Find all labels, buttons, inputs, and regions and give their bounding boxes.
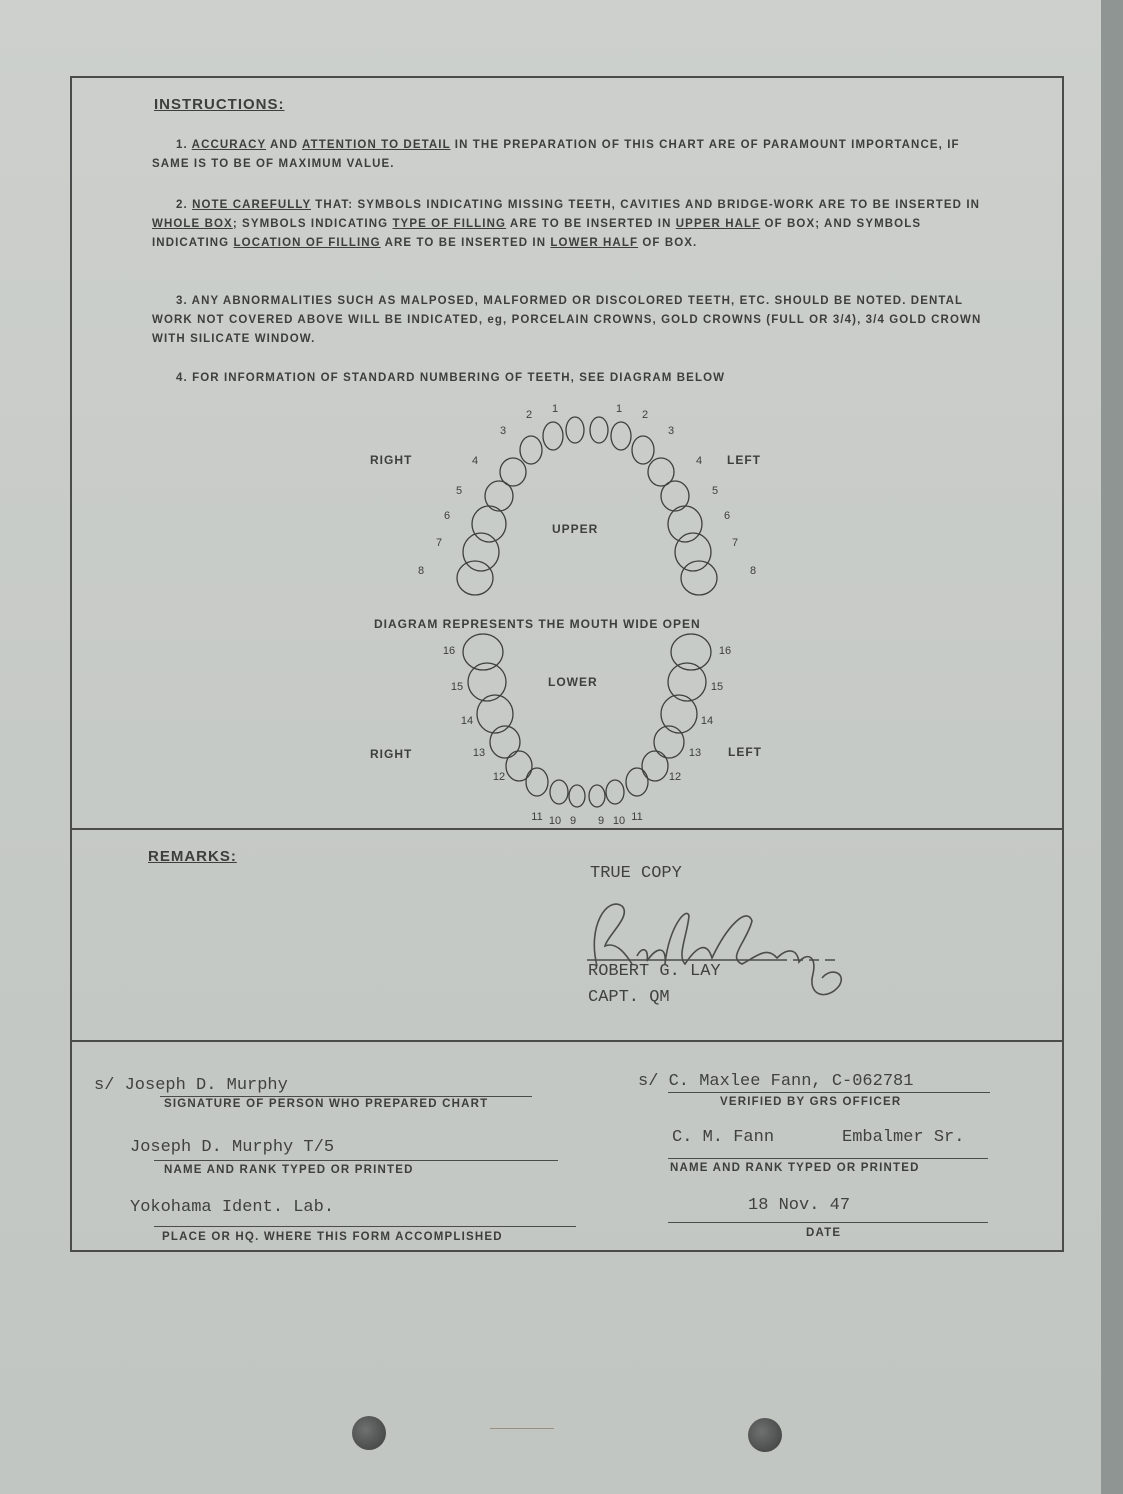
tooth-number: 11 xyxy=(631,811,643,823)
lower-label: LOWER xyxy=(548,675,598,689)
tooth-number: 10 xyxy=(612,815,626,827)
date-line xyxy=(668,1222,988,1223)
lower-left-tooth xyxy=(626,768,648,796)
binder-hole-left xyxy=(352,1416,386,1450)
lower-right-tooth xyxy=(490,726,520,758)
tooth-number: 1 xyxy=(615,403,623,415)
verified-name: C. M. Fann xyxy=(672,1128,775,1147)
tooth-number: 15 xyxy=(450,681,464,693)
instructions-title: INSTRUCTIONS: xyxy=(154,96,285,113)
dental-chart-form xyxy=(70,76,1064,1252)
tooth-number: 3 xyxy=(499,425,507,437)
diagram-divider xyxy=(72,828,1062,830)
place-line xyxy=(154,1226,576,1227)
upper-arch xyxy=(457,417,717,595)
page-edge xyxy=(1101,0,1123,1494)
tooth-number: 13 xyxy=(472,747,486,759)
upper-left-tooth xyxy=(590,417,608,443)
instruction-3: 3. ANY ABNORMALITIES SUCH AS MALPOSED, MALFORMED OR DISCOLORED TEETH, ETC. SHOULD BE NOTED. DENTAL WORK NOT COVERED ABOVE WILL BE INDICATED, eg, PORCELAIN CROWNS, GOLD CROWNS (FULL OR 3/4), 3/4 GOLD CROWN WITH SILICATE WINDOW. xyxy=(152,295,982,345)
verified-name-line xyxy=(668,1158,988,1159)
prepared-by-signature: s/ Joseph D. Murphy xyxy=(94,1076,288,1095)
prepared-name-line xyxy=(154,1160,558,1161)
tooth-number: 8 xyxy=(749,565,757,577)
tooth-number: 11 xyxy=(531,811,543,823)
diagram-caption: DIAGRAM REPRESENTS THE MOUTH WIDE OPEN xyxy=(374,617,701,631)
verified-name-caption: NAME AND RANK TYPED OR PRINTED xyxy=(670,1162,920,1174)
upper-right-tooth xyxy=(543,422,563,450)
lower-right-tooth xyxy=(526,768,548,796)
date-text: 18 Nov. 47 xyxy=(748,1196,851,1215)
instruction-1: 1. ACCURACY AND ATTENTION TO DETAIL IN THE PREPARATION OF THIS CHART ARE OF PARAMOUNT IMPORTANCE, IF SAME IS TO BE OF MAXIMUM VALUE. xyxy=(152,139,960,170)
lower-tooth-numbers xyxy=(443,645,731,827)
lower-left-tooth xyxy=(606,780,624,804)
tooth-numbering-diagram xyxy=(72,78,1062,838)
upper-right-tooth xyxy=(463,533,499,571)
prepared-by-name: Joseph D. Murphy T/5 xyxy=(130,1138,335,1157)
upper-left-label: LEFT xyxy=(727,453,761,467)
place-text: Yokohama Ident. Lab. xyxy=(130,1198,335,1217)
tooth-number: 5 xyxy=(711,485,719,497)
upper-left-tooth xyxy=(632,436,654,464)
upper-right-tooth xyxy=(472,506,506,542)
signer-rank: CAPT. QM xyxy=(588,988,670,1007)
tooth-number: 3 xyxy=(667,425,675,437)
tooth-number: 6 xyxy=(723,510,731,522)
prepared-signature-caption: SIGNATURE OF PERSON WHO PREPARED CHART xyxy=(164,1098,489,1110)
verified-by-signature: s/ C. Maxlee Fann, C-062781 xyxy=(638,1072,914,1091)
tooth-number: 2 xyxy=(641,409,649,421)
tooth-number: 1 xyxy=(551,403,559,415)
tooth-number: 13 xyxy=(688,747,702,759)
upper-right-tooth xyxy=(566,417,584,443)
tooth-number: 4 xyxy=(471,455,479,467)
tooth-number: 9 xyxy=(569,815,577,827)
instruction-4: 4. FOR INFORMATION OF STANDARD NUMBERING OF TEETH, SEE DIAGRAM BELOW xyxy=(176,372,726,384)
lower-right-tooth xyxy=(569,785,585,807)
tooth-number: 7 xyxy=(435,537,443,549)
tooth-number: 7 xyxy=(731,537,739,549)
upper-right-tooth xyxy=(457,561,493,595)
tooth-number: 2 xyxy=(525,409,533,421)
tooth-number: 15 xyxy=(710,681,724,693)
instruction-2: 2. NOTE CAREFULLY THAT: SYMBOLS INDICATING MISSING TEETH, CAVITIES AND BRIDGE-WORK ARE TO BE INSERTED IN WHOLE BOX; SYMBOLS INDICATING TYPE OF FILLING ARE TO BE INSERTED IN UPPER HALF OF BOX; AND SYMBOLS INDICATING LOCATION OF FILLING ARE TO BE INSERTED IN LOWER HALF OF BOX. xyxy=(152,199,981,249)
upper-left-tooth xyxy=(611,422,631,450)
prepared-signature-line xyxy=(160,1096,532,1097)
upper-right-label: RIGHT xyxy=(370,453,413,467)
upper-tooth-numbers xyxy=(418,403,756,577)
lower-right-tooth xyxy=(506,751,532,781)
tooth-number: 5 xyxy=(455,485,463,497)
upper-left-tooth xyxy=(668,506,702,542)
verified-caption: VERIFIED BY GRS OFFICER xyxy=(720,1096,902,1108)
tooth-number: 14 xyxy=(700,715,714,727)
verified-title: Embalmer Sr. xyxy=(842,1128,965,1147)
tooth-number: 12 xyxy=(492,771,506,783)
verified-signature-line xyxy=(668,1092,990,1093)
tooth-number: 14 xyxy=(460,715,474,727)
tooth-number: 12 xyxy=(668,771,682,783)
remarks-divider xyxy=(72,1040,1062,1042)
tooth-number: 8 xyxy=(417,565,425,577)
lower-right-label: RIGHT xyxy=(370,747,413,761)
place-caption: PLACE OR HQ. WHERE THIS FORM ACCOMPLISHED xyxy=(162,1231,503,1243)
lower-right-tooth xyxy=(550,780,568,804)
lower-left-tooth xyxy=(642,751,668,781)
lower-left-tooth xyxy=(654,726,684,758)
binder-hole-right xyxy=(748,1418,782,1452)
upper-left-tooth xyxy=(681,561,717,595)
prepared-name-caption: NAME AND RANK TYPED OR PRINTED xyxy=(164,1164,414,1176)
tooth-number: 6 xyxy=(443,510,451,522)
faint-mark xyxy=(490,1428,554,1429)
signer-name: ROBERT G. LAY xyxy=(588,962,721,981)
tooth-number: 4 xyxy=(695,455,703,467)
tooth-number: 10 xyxy=(548,815,562,827)
tooth-number: 16 xyxy=(442,645,456,657)
remarks-label: REMARKS: xyxy=(148,848,237,865)
true-copy-text: TRUE COPY xyxy=(590,864,682,883)
date-caption: DATE xyxy=(806,1227,842,1239)
upper-left-tooth xyxy=(675,533,711,571)
lower-left-tooth xyxy=(589,785,605,807)
upper-right-tooth xyxy=(520,436,542,464)
upper-label: UPPER xyxy=(552,522,599,536)
lower-right-tooth xyxy=(463,634,503,670)
lower-left-tooth xyxy=(671,634,711,670)
tooth-number: 16 xyxy=(718,645,732,657)
lower-left-label: LEFT xyxy=(728,745,762,759)
tooth-number: 9 xyxy=(597,815,605,827)
